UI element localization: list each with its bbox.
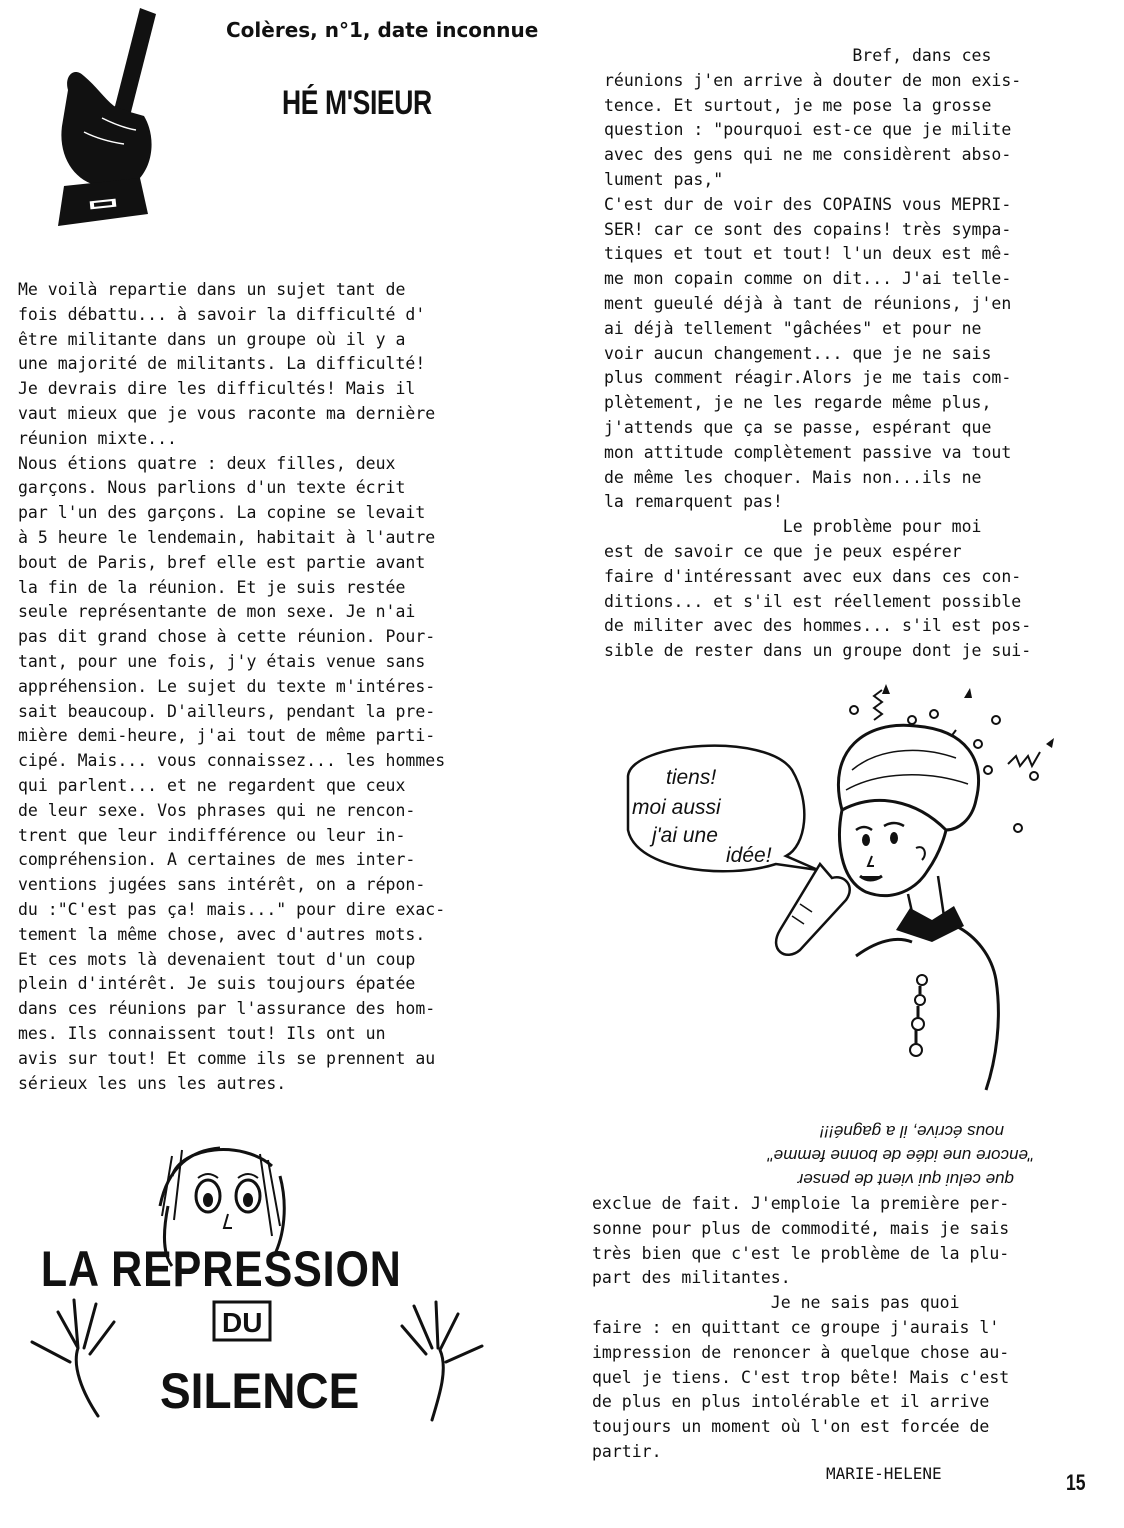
illustration-title-line: LA REPRESSION [40, 1240, 402, 1297]
pointing-hand-icon [44, 6, 174, 234]
speech-bubble-line: tiens! [666, 766, 717, 789]
article-right-column-top: Bref, dans ces réunions j'en arrive à douter de mon exis- tence. Et surtout, je me pose la grosse question : "pourquoi est-ce que je milite avec des gens qui ne me considèrent abso- lument pas," C'est dur de voir des COPAINS vous MEPRI- SER! car ce sont des copains! très sympa- tiques et tout et tout! l'un deux est mê- me mon copain comme on dit... J'ai telle- ment gueulé déjà à tant de réunions, j'en ai déjà tellement "gâchées" et pour ne voir aucun changement... que je ne sais plus comment réagir.Alors je me tais com- plètement, je ne les regarde même plus, j'attends que ça se passe, espérant que mon attitude complètement passive va tout de même les choquer. Mais non...ils ne la remarquent pas! Le problème pour moi est de savoir ce que je peux espérer faire d'intéressant avec eux dans ces con- ditions... et s'il est réellement possible de militer avec des hommes... s'il est pos- sible de rester dans un groupe dont je sui- [604, 46, 1032, 661]
page-number: 15 [1066, 1470, 1086, 1495]
article-headline: HÉ M'SIEUR [282, 84, 432, 122]
article-left-column: Me voilà repartie dans un sujet tant de fois débattu... à savoir la difficulté d' être militante dans un groupe où il y a une majorité de militants. La difficulté! Je devrais dire les difficultés! Mais il vaut mieux que je vous raconte ma dernière réunion mixte... Nous étions quatre : deux filles, deux garçons. Nous parlions d'un texte écrit par l'un des garçons. La copine se levait à 5 heure le lendemain, habitait à l'autre bout de Paris, bref elle est partie avant la fin de la réunion. Et je suis restée seule représentante de mon sexe. Je n'ai pas dit grand chose à cette réunion. Pour- tant, pour une fois, j'y étais venue sans appréhension. Le sujet du texte m'intéres- sait beaucoup. D'ailleurs, pendant la pre- mière demi-heure, j'ai tout de même parti- cipé. Mais... vous connaissez... les hommes qui parlent... et ne regardent que ceux de leur sexe. Vos phrases qui ne rencon- trent que leur indifférence ou leur in- compréhension. A certaines de mes inter- ventions jugées sans intérêt, on a répon- du :"C'est pas ça! mais..." pour dire exac- tement la même chose, avec d'autres mots. Et ces mots là devenaient tout d'un coup plein d'intérêt. Je suis toujours épatée dans ces réunions par l'assurance des hom- mes. Ils connaissent tout! Ils ont un avis sur tout! Et comme ils se prennent au sérieux les uns les autres. [18, 280, 446, 1093]
speech-bubble-line: idée! [726, 844, 772, 867]
repression-du-silence-illustration [22, 1136, 492, 1436]
upside-down-caption-line: "encore une idée de bonne femme" [767, 1146, 1034, 1165]
article-signature: MARIE-HELENE [826, 1464, 942, 1483]
upside-down-caption-line: nous écrive, il a gagné!!! [819, 1122, 1004, 1141]
woman-with-idea-illustration [616, 680, 1086, 1100]
upside-down-caption-line: que celui qui vient de penser [797, 1170, 1014, 1189]
page-header-title: Colères, n°1, date inconnue [226, 18, 539, 42]
illustration-title-line: DU [222, 1307, 263, 1338]
speech-bubble-line: j'ai une [652, 824, 718, 847]
article-right-column-bottom: exclue de fait. J'emploie la première per- sonne pour plus de commodité, mais je sais très bien que c'est le problème de la plu- part des militantes. Je ne sais pas quoi faire : en quittant ce groupe j'aurais l' impression de renoncer à quelque chose au- quel je tiens. C'est trop bête! Mais c'est de plus en plus intolérable et il arrive toujours un moment où l'on est forcée de partir. [592, 1194, 1010, 1461]
upside-down-caption [604, 1100, 1074, 1190]
speech-bubble-line: moi aussi [632, 796, 721, 819]
illustration-title-line: SILENCE [159, 1364, 360, 1420]
